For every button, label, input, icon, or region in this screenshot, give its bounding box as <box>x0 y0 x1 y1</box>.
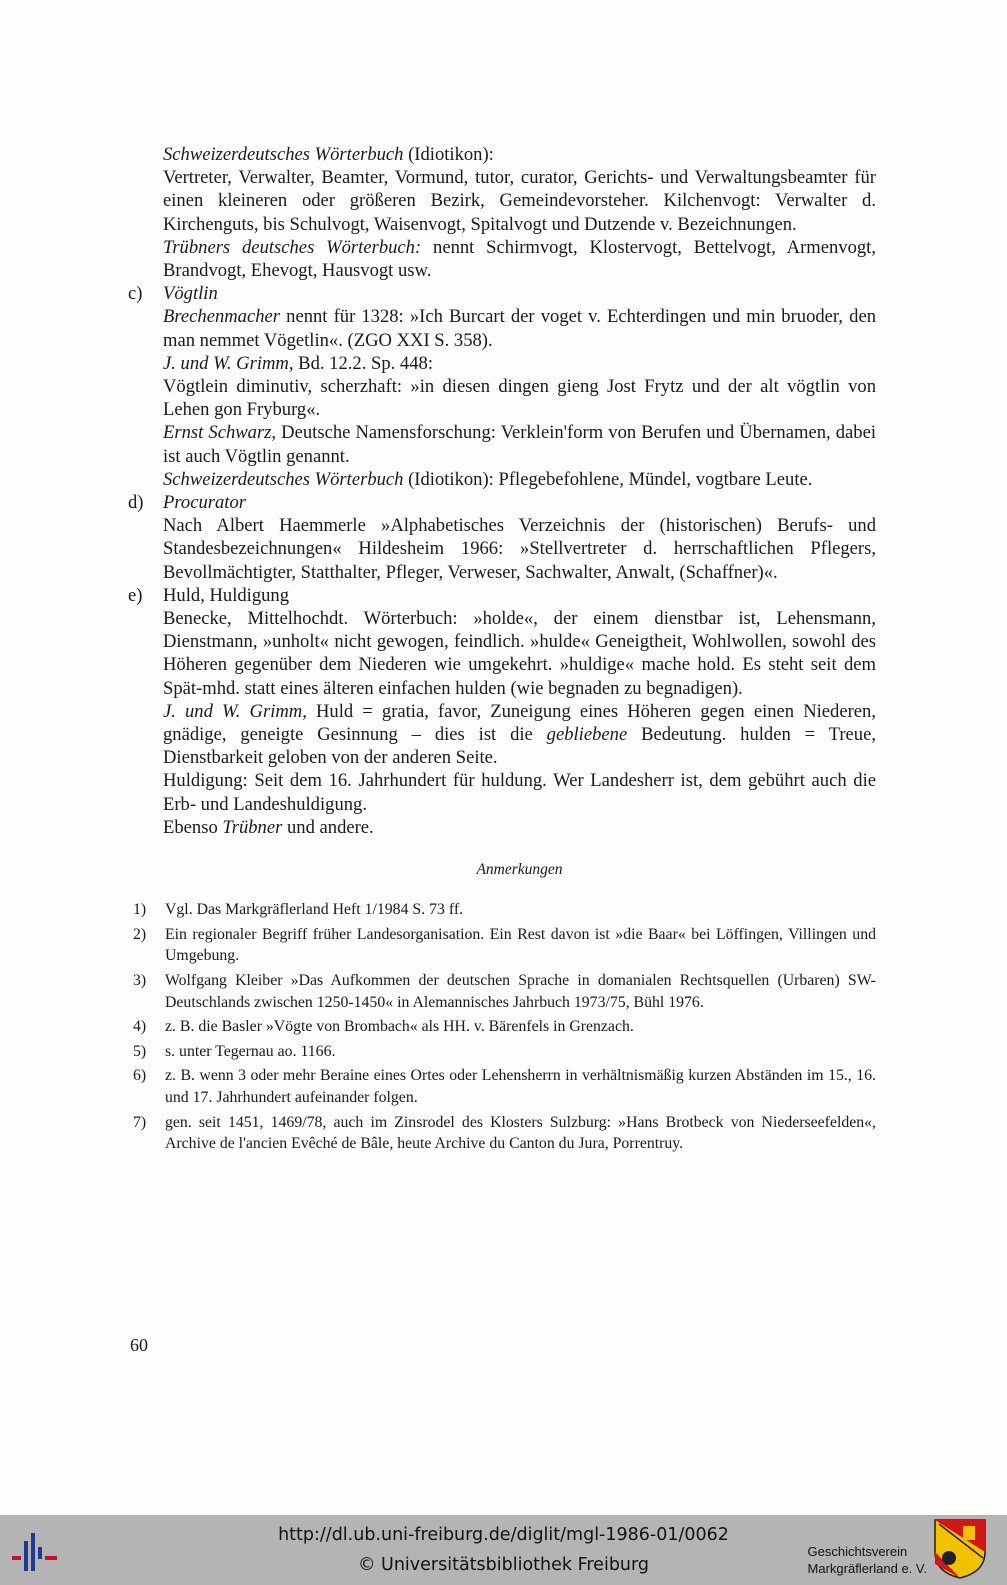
main-text <box>128 143 876 1158</box>
paragraph: Huldigung: Seit dem 16. Jahrhundert für huldung. Wer Landesherr ist, dem gebührt auch die Erb- und Landeshuldigung. <box>163 770 876 815</box>
organization-name: Geschichtsverein Markgräflerland e. V. <box>807 1544 927 1576</box>
paragraph: Vögtlein diminutiv, scherzhaft: »in diesen dingen gieng Jost Frytz und der alt vögtlin von Lehen gon Fryburg«. <box>163 376 876 421</box>
copyright-text: © Universitätsbibliothek Freiburg <box>357 1555 650 1575</box>
source-title: Schweizerdeutsches Wörterbuch <box>163 144 404 165</box>
paragraph-truebner: Trübners deutsches Wörterbuch: nennt Schirmvogt, Klostervogt, Bettelvogt, Armenvogt, Brandvogt, Ehevogt, Hausvogt usw. <box>163 236 876 282</box>
section-title: Huld, Huldigung <box>163 584 290 606</box>
section-c <box>128 282 876 491</box>
paragraph: Ebenso Trübner und andere. <box>163 816 374 838</box>
footnote: 2) Ein regionaler Begriff früher Landesorganisation. Ein Rest davon ist »die Baar« bei Löffingen, Villingen und Umgebung. <box>133 925 876 965</box>
paragraph: J. und W. Grimm, Huld = gratia, favor, Zuneigung eines Höheren gegen einen Niederen, gnädige, geneigte Gesinnung – dies ist die gebliebene Bedeutung. hulden = Treue, Dienstbarkeit geloben von der anderen Seite. <box>163 700 876 769</box>
section-label: d) <box>128 492 144 514</box>
footnote: 7) gen. seit 1451, 1469/78, auch im Zinsrodel des Klosters Sulzburg: »Hans Brotbeck von Niederseefelden«, Archive de l'ancien Evêché de Bâle, heute Archive du Canton du Jura, Porrentruy. <box>133 1113 876 1153</box>
paragraph: Ernst Schwarz, Deutsche Namensforschung: Verklein'form von Berufen und Übernamen, dabei ist auch Vögtlin genannt. <box>163 422 877 467</box>
page-number: 60 <box>130 1335 148 1355</box>
footnote: 4) z. B. die Basler »Vögte von Brombach« als HH. v. Bärenfels in Grenzach. <box>133 1018 634 1036</box>
section-label: c) <box>128 283 143 305</box>
section-title: Procurator <box>163 492 246 514</box>
footnote: 3) Wolfgang Kleiber »Das Aufkommen der deutschen Sprache in domanialen Rechtsquellen (Urbaren) SW-Deutschlands zwischen 1250-1450« in Alemannisches Jahrbuch 1973/75, Bühl 1976. <box>133 972 876 1011</box>
paragraph: J. und W. Grimm, Bd. 12.2. Sp. 448: <box>163 352 433 374</box>
footer-bar <box>0 1515 1007 1585</box>
footnotes <box>128 899 876 1155</box>
footnote: 1) Vgl. Das Markgräflerland Heft 1/1984 S. 73 ff. <box>133 901 464 919</box>
permalink-link[interactable]: http://dl.ub.uni-freiburg.de/diglit/mgl-1986-01/0062 <box>278 1525 729 1545</box>
section-label: e) <box>128 584 143 606</box>
footnote: 6) z. B. wenn 3 oder mehr Beraine eines Ortes oder Lehensherrn in verhältnismäßig kurzen Abständen im 15., 16. und 17. Jahrhundert aufeinander folgen. <box>133 1067 876 1107</box>
paragraph-definitions: Vertreter, Verwalter, Beamter, Vormund, tutor, curator, Gerichts- und Verwaltungsbeamter für einen kleineren oder größeren Bezirk, Gemeindevorsteher. Kilchenvogt: Verwalter d. Kirchenguts, bis Schulvogt, Waisenvogt, Spitalvogt und Dutzende v. Bezeichnungen. <box>163 167 876 235</box>
paragraph: Benecke, Mittelhochdt. Wörterbuch: »holde«, der einem dienstbar ist, Lehensmann, Dienstmann, »unholt« nicht gewogen, feindlich. »hulde« Geneigtheit, Wohlwollen, sowohl des Höheren gegenüber dem Niederen wie umgekehrt. »huldige« mache hold. Es steht seit dem Spät-mhd. statt eines älteren einfachen hulden (wie begnaden zu begnadigen). <box>163 608 876 699</box>
section-e <box>128 584 876 839</box>
footnote: 5) s. unter Tegernau ao. 1166. <box>133 1042 336 1060</box>
paragraph-idiotikon: Schweizerdeutsches Wörterbuch (Idiotikon): <box>163 144 494 165</box>
section-title: Vögtlin <box>163 283 218 305</box>
section-d <box>128 491 876 584</box>
notes-heading: Anmerkungen <box>476 861 563 879</box>
paragraph: Brechenmacher nennt für 1328: »Ich Burcart der voget v. Echterdingen und min bruoder, den man nemmet Vögetlin«. (ZGO XXI S. 358). <box>163 306 876 351</box>
paragraph: Schweizerdeutsches Wörterbuch (Idiotikon): Pflegebefohlene, Mündel, vogtbare Leute. <box>163 468 813 490</box>
paragraph: Nach Albert Haemmerle »Alphabetisches Verzeichnis der (historischen) Berufs- und Standesbezeichnungen« Hildesheim 1966: »Stellvertreter d. herrschaftlichen Pflegers, Bevollmächtigter, Statthalter, Pfleger, Verweser, Sachwalter, Anwalt, (Schaffner)«. <box>163 515 876 583</box>
coat-of-arms-icon <box>933 1518 987 1580</box>
source-title: Trübners deutsches Wörterbuch: <box>163 236 422 258</box>
